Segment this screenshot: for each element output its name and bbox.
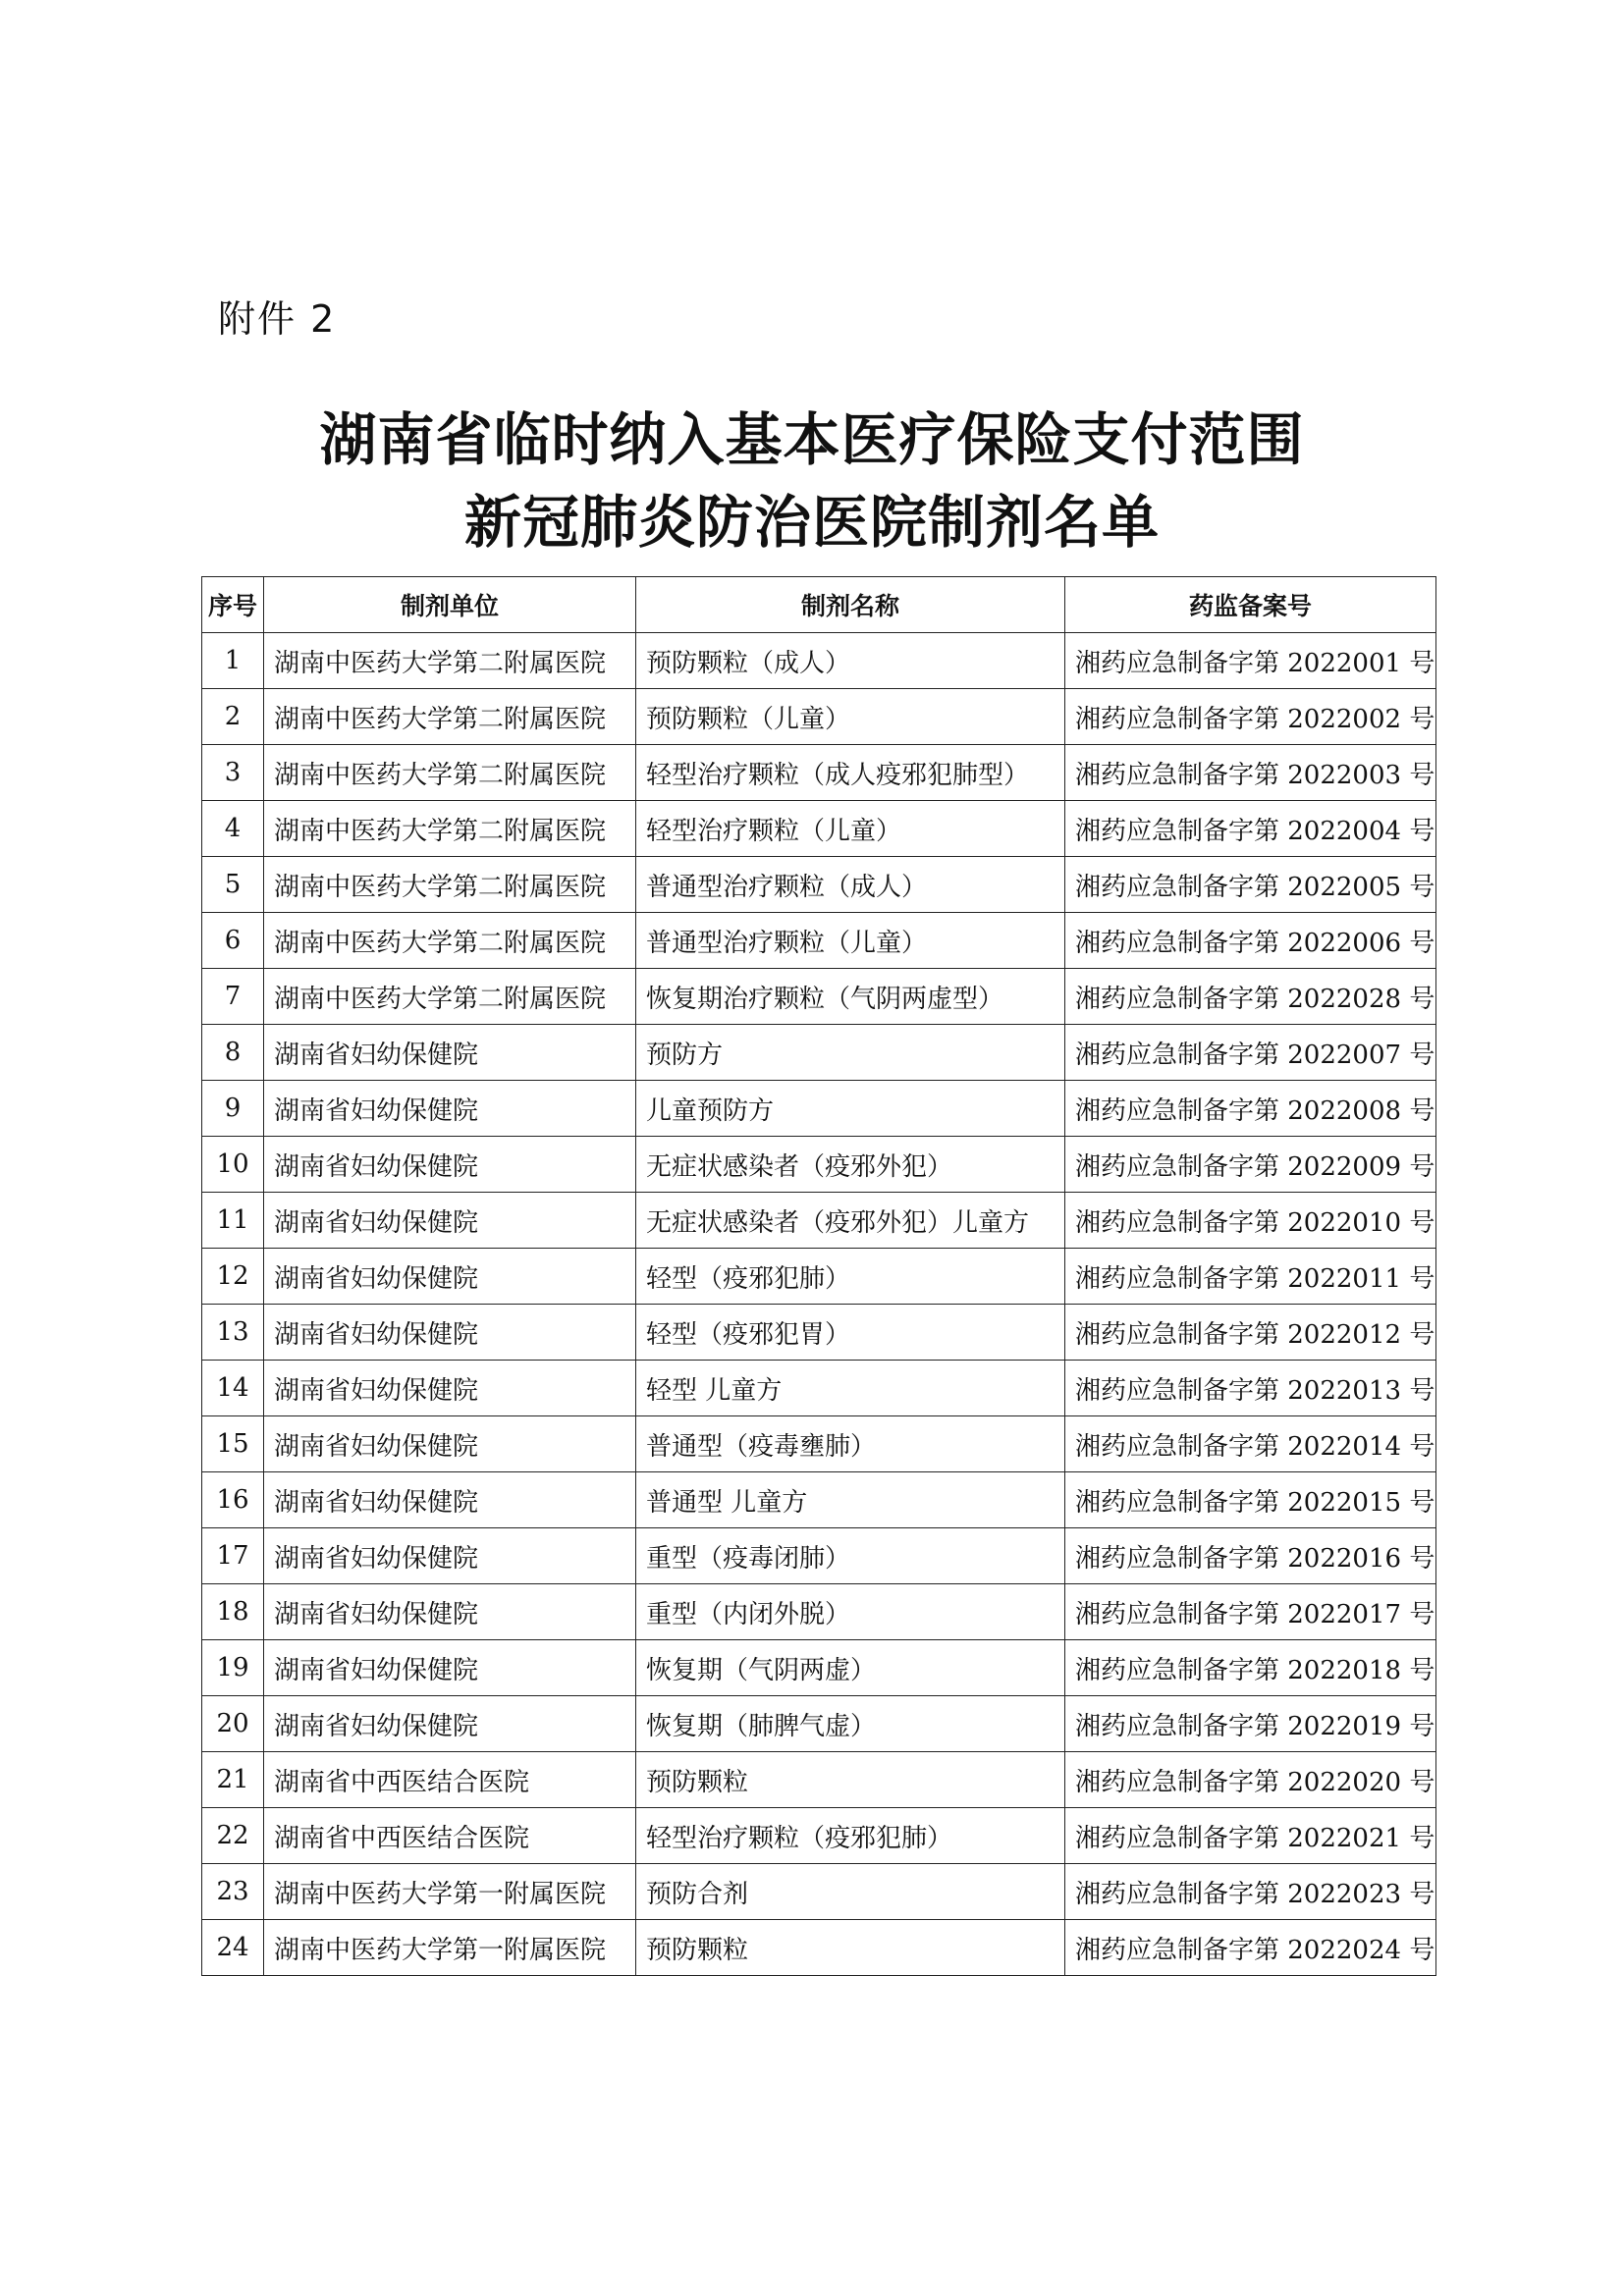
cell-index: 13 [202,1305,264,1361]
table-header-row [202,577,1436,633]
cell-code: 湘药应急制备字第 2022009 号 [1065,1137,1436,1193]
cell-code: 湘药应急制备字第 2022019 号 [1065,1696,1436,1752]
cell-code: 湘药应急制备字第 2022020 号 [1065,1752,1436,1808]
table-row [202,689,1436,745]
header-name: 制剂名称 [636,577,1065,633]
cell-name: 普通型（疫毒壅肺） [636,1416,1065,1472]
cell-name: 轻型（疫邪犯胃） [636,1305,1065,1361]
cell-unit: 湖南省妇幼保健院 [264,1305,636,1361]
cell-name: 普通型治疗颗粒（成人） [636,857,1065,913]
attachment-label: 附件 2 [218,297,337,341]
cell-code: 湘药应急制备字第 2022005 号 [1065,857,1436,913]
cell-name: 轻型治疗颗粒（成人疫邪犯肺型） [636,745,1065,801]
cell-name: 重型（疫毒闭肺） [636,1528,1065,1584]
cell-index: 19 [202,1640,264,1696]
cell-code: 湘药应急制备字第 2022028 号 [1065,969,1436,1025]
cell-code: 湘药应急制备字第 2022012 号 [1065,1305,1436,1361]
cell-unit: 湖南省妇幼保健院 [264,1472,636,1528]
cell-name: 预防颗粒 [636,1752,1065,1808]
cell-name: 预防方 [636,1025,1065,1081]
cell-unit: 湖南中医药大学第二附属医院 [264,633,636,689]
cell-name: 普通型治疗颗粒（儿童） [636,913,1065,969]
cell-name: 轻型治疗颗粒（儿童） [636,801,1065,857]
table-row [202,1137,1436,1193]
cell-name: 轻型 儿童方 [636,1361,1065,1416]
cell-unit: 湖南省中西医结合医院 [264,1808,636,1864]
cell-name: 无症状感染者（疫邪外犯） [636,1137,1065,1193]
header-index: 序号 [202,577,264,633]
cell-name: 恢复期（肺脾气虚） [636,1696,1065,1752]
cell-unit: 湖南中医药大学第二附属医院 [264,689,636,745]
table-row [202,1808,1436,1864]
cell-code: 湘药应急制备字第 2022010 号 [1065,1193,1436,1249]
table-row [202,913,1436,969]
cell-unit: 湖南中医药大学第二附属医院 [264,913,636,969]
table-row [202,1416,1436,1472]
cell-unit: 湖南省妇幼保健院 [264,1249,636,1305]
cell-unit: 湖南省妇幼保健院 [264,1696,636,1752]
cell-code: 湘药应急制备字第 2022024 号 [1065,1920,1436,1976]
cell-index: 17 [202,1528,264,1584]
cell-unit: 湖南省中西医结合医院 [264,1752,636,1808]
cell-unit: 湖南省妇幼保健院 [264,1025,636,1081]
cell-index: 6 [202,913,264,969]
cell-code: 湘药应急制备字第 2022021 号 [1065,1808,1436,1864]
cell-index: 22 [202,1808,264,1864]
cell-code: 湘药应急制备字第 2022007 号 [1065,1025,1436,1081]
table-row [202,1696,1436,1752]
cell-code: 湘药应急制备字第 2022003 号 [1065,745,1436,801]
cell-index: 21 [202,1752,264,1808]
header-unit: 制剂单位 [264,577,636,633]
cell-unit: 湖南省妇幼保健院 [264,1081,636,1137]
cell-name: 轻型（疫邪犯肺） [636,1249,1065,1305]
table-row [202,1584,1436,1640]
cell-index: 20 [202,1696,264,1752]
cell-index: 12 [202,1249,264,1305]
cell-index: 24 [202,1920,264,1976]
cell-unit: 湖南中医药大学第二附属医院 [264,857,636,913]
preparation-list-table [201,576,1436,1976]
cell-unit: 湖南省妇幼保健院 [264,1640,636,1696]
cell-code: 湘药应急制备字第 2022011 号 [1065,1249,1436,1305]
cell-index: 8 [202,1025,264,1081]
cell-name: 预防颗粒（成人） [636,633,1065,689]
cell-index: 5 [202,857,264,913]
cell-index: 15 [202,1416,264,1472]
table-row [202,633,1436,689]
cell-code: 湘药应急制备字第 2022016 号 [1065,1528,1436,1584]
table-row [202,1305,1436,1361]
cell-unit: 湖南中医药大学第二附属医院 [264,969,636,1025]
cell-name: 轻型治疗颗粒（疫邪犯肺） [636,1808,1065,1864]
cell-name: 恢复期（气阴两虚） [636,1640,1065,1696]
cell-name: 重型（内闭外脱） [636,1584,1065,1640]
cell-code: 湘药应急制备字第 2022001 号 [1065,633,1436,689]
cell-index: 10 [202,1137,264,1193]
header-code: 药监备案号 [1065,577,1436,633]
cell-name: 恢复期治疗颗粒（气阴两虚型） [636,969,1065,1025]
table-row [202,1025,1436,1081]
page-title-line-2: 新冠肺炎防治医院制剂名单 [463,489,1160,556]
cell-code: 湘药应急制备字第 2022008 号 [1065,1081,1436,1137]
cell-unit: 湖南中医药大学第二附属医院 [264,745,636,801]
cell-unit: 湖南中医药大学第一附属医院 [264,1864,636,1920]
cell-index: 3 [202,745,264,801]
cell-index: 18 [202,1584,264,1640]
cell-unit: 湖南省妇幼保健院 [264,1137,636,1193]
cell-unit: 湖南省妇幼保健院 [264,1193,636,1249]
cell-name: 儿童预防方 [636,1081,1065,1137]
table-body [202,633,1436,1976]
cell-unit: 湖南省妇幼保健院 [264,1416,636,1472]
table-row [202,857,1436,913]
cell-index: 14 [202,1361,264,1416]
table-row [202,801,1436,857]
cell-name: 无症状感染者（疫邪外犯）儿童方 [636,1193,1065,1249]
cell-index: 1 [202,633,264,689]
table-row [202,1472,1436,1528]
table-row [202,1640,1436,1696]
cell-code: 湘药应急制备字第 2022006 号 [1065,913,1436,969]
cell-name: 普通型 儿童方 [636,1472,1065,1528]
cell-index: 4 [202,801,264,857]
cell-code: 湘药应急制备字第 2022004 号 [1065,801,1436,857]
cell-index: 7 [202,969,264,1025]
table-row [202,1920,1436,1976]
table-row [202,1193,1436,1249]
cell-unit: 湖南省妇幼保健院 [264,1361,636,1416]
cell-unit: 湖南省妇幼保健院 [264,1584,636,1640]
cell-code: 湘药应急制备字第 2022002 号 [1065,689,1436,745]
table-row [202,1249,1436,1305]
cell-index: 9 [202,1081,264,1137]
table-row [202,1864,1436,1920]
cell-code: 湘药应急制备字第 2022018 号 [1065,1640,1436,1696]
table-row [202,1752,1436,1808]
cell-code: 湘药应急制备字第 2022023 号 [1065,1864,1436,1920]
cell-unit: 湖南省妇幼保健院 [264,1528,636,1584]
cell-index: 2 [202,689,264,745]
table-row [202,745,1436,801]
cell-code: 湘药应急制备字第 2022013 号 [1065,1361,1436,1416]
cell-code: 湘药应急制备字第 2022014 号 [1065,1416,1436,1472]
page-title-line-1: 湖南省临时纳入基本医疗保险支付范围 [319,406,1305,473]
table-row [202,1528,1436,1584]
table-row [202,1361,1436,1416]
cell-index: 11 [202,1193,264,1249]
table-row [202,1081,1436,1137]
cell-name: 预防颗粒 [636,1920,1065,1976]
cell-name: 预防颗粒（儿童） [636,689,1065,745]
cell-index: 16 [202,1472,264,1528]
cell-code: 湘药应急制备字第 2022017 号 [1065,1584,1436,1640]
cell-unit: 湖南中医药大学第二附属医院 [264,801,636,857]
cell-code: 湘药应急制备字第 2022015 号 [1065,1472,1436,1528]
cell-name: 预防合剂 [636,1864,1065,1920]
cell-index: 23 [202,1864,264,1920]
table-row [202,969,1436,1025]
cell-unit: 湖南中医药大学第一附属医院 [264,1920,636,1976]
